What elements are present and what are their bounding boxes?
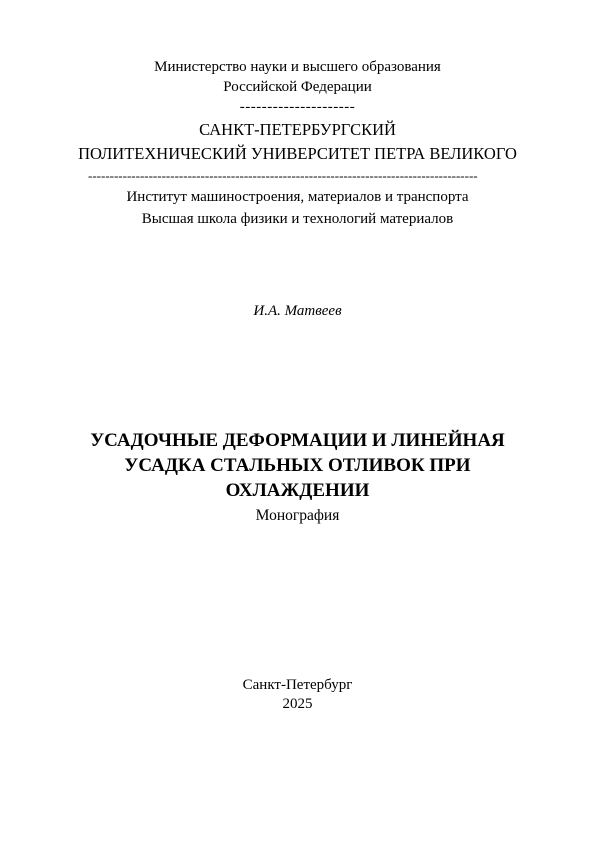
ministry-line-2: Российской Федерации <box>223 79 372 95</box>
institute-name: Институт машиностроения, материалов и транспорта <box>126 189 469 205</box>
ministry-line-1: Министерство науки и высшего образования <box>154 59 441 75</box>
title-line-1: УСАДОЧНЫЕ ДЕФОРМАЦИИ И ЛИНЕЙНАЯ <box>90 430 505 451</box>
publication-city: Санкт-Петербург <box>242 677 353 693</box>
school-name: Высшая школа физики и технологий материалов <box>141 211 454 227</box>
long-separator: ------------------------------------------------------------------------------------------ <box>88 169 478 183</box>
author-name: И.А. Матвеев <box>253 303 342 319</box>
document-type: Монография <box>255 507 340 524</box>
university-line-2: ПОЛИТЕХНИЧЕСКИЙ УНИВЕРСИТЕТ ПЕТРА ВЕЛИКОГО <box>78 144 517 163</box>
title-line-2: УСАДКА СТАЛЬНЫХ ОТЛИВОК ПРИ <box>124 455 471 476</box>
publication-year: 2025 <box>282 696 313 712</box>
short-separator: --------------------- <box>239 99 356 115</box>
university-line-1: САНКТ-ПЕТЕРБУРГСКИЙ <box>199 120 396 139</box>
title-line-3: ОХЛАЖДЕНИИ <box>225 480 370 501</box>
